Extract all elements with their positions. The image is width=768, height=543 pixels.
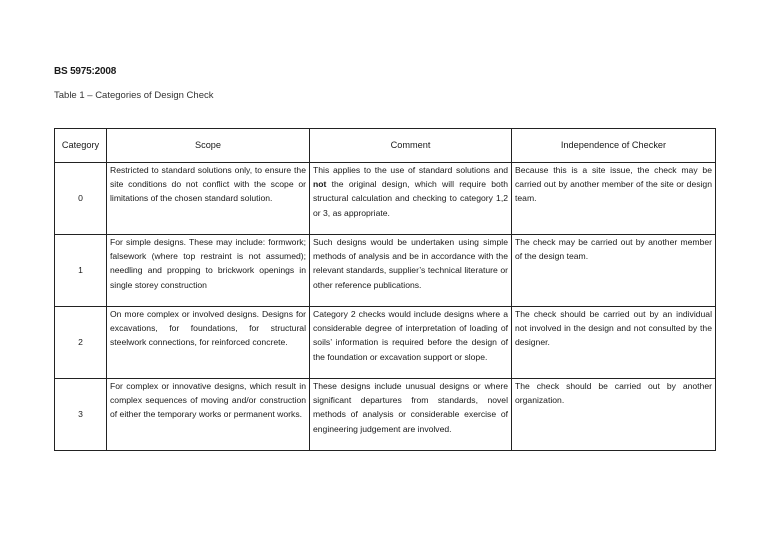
comment-cell [310, 163, 512, 235]
scope-cell: For complex or innovative designs, which result in complex sequences of moving and/or construction of either the temporary works or permanent works. [107, 379, 310, 451]
independence-cell: The check should be carried out by another organization. [512, 379, 716, 451]
table-row [55, 163, 716, 235]
table-row [55, 379, 716, 451]
scope-cell: Restricted to standard solutions only, to ensure the site conditions do not conflict with the scope or limitations of the chosen standard solution. [107, 163, 310, 235]
category-cell: 1 [55, 235, 107, 307]
comment-text: This applies to the use of standard solutions and [313, 165, 508, 175]
header-comment: Comment [310, 129, 512, 163]
header-category: Category [55, 129, 107, 163]
independence-cell: The check should be carried out by an individual not involved in the design and not consulted by the designer. [512, 307, 716, 379]
comment-text: the original design, which will require both structural calculation and checking to category 1,2 or 3, as appropriate. [313, 179, 508, 218]
category-cell: 2 [55, 307, 107, 379]
comment-cell: These designs include unusual designs or where significant departures from standards, novel methods of analysis or considerable exercise of engineering judgement are involved. [310, 379, 512, 451]
scope-cell: For simple designs. These may include: formwork; falsework (where top restraint is not assumed); needling and propping to brickwork openings in single storey construction [107, 235, 310, 307]
table-row [55, 307, 716, 379]
scope-cell: On more complex or involved designs. Designs for excavations, for foundations, for structural steelwork connections, for reinforced concrete. [107, 307, 310, 379]
table-caption: Table 1 – Categories of Design Check [54, 90, 214, 101]
comment-emphasis: not [313, 179, 327, 190]
independence-cell: Because this is a site issue, the check may be carried out by another member of the site or design team. [512, 163, 716, 235]
design-check-table [54, 128, 716, 451]
category-cell: 0 [55, 163, 107, 235]
comment-cell: Category 2 checks would include designs where a considerable degree of interpretation of loading of soils’ information is required before the design of the foundation or excavation support or slope. [310, 307, 512, 379]
header-scope: Scope [107, 129, 310, 163]
comment-cell: Such designs would be undertaken using simple methods of analysis and be in accordance with the relevant standards, supplier’s technical literature or other reference publications. [310, 235, 512, 307]
independence-cell: The check may be carried out by another member of the design team. [512, 235, 716, 307]
document-code: BS 5975:2008 [54, 66, 117, 77]
header-independence: Independence of Checker [512, 129, 716, 163]
table-header-row [55, 129, 716, 163]
table-row [55, 235, 716, 307]
category-cell: 3 [55, 379, 107, 451]
